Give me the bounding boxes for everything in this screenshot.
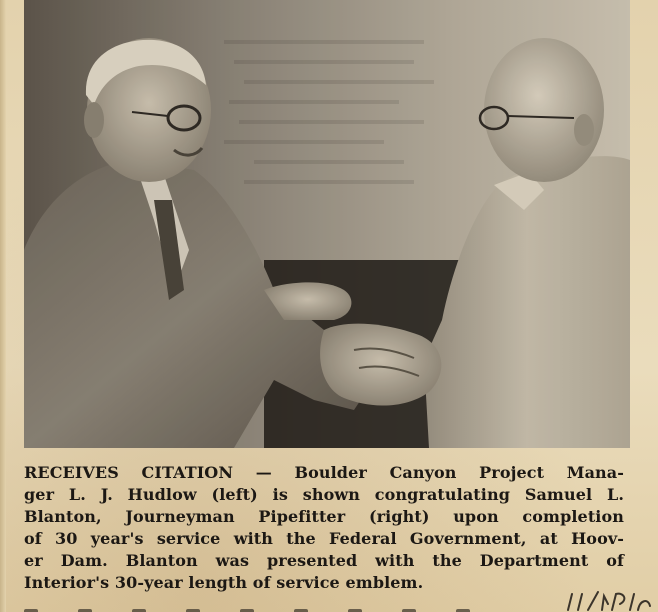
photo-caption (24, 462, 624, 594)
next-article-fragment (24, 600, 544, 612)
caption-line-2: ger L. J. Hudlow (left) is shown congratulating Samuel L. (24, 485, 624, 504)
caption-line-4: of 30 year's service with the Federal Government, at Hoov- (24, 529, 624, 548)
news-photo (24, 0, 630, 448)
caption-line-1: RECEIVES CITATION — Boulder Canyon Project Mana- (24, 463, 624, 482)
caption-headline: RECEIVES CITATION (24, 463, 234, 482)
caption-line-6: Interior's 30-year length of service emblem. (24, 573, 424, 592)
paper-edge (0, 0, 6, 612)
caption-line-3: Blanton, Journeyman Pipefitter (right) upon completion (24, 507, 624, 526)
handwritten-date-note (564, 590, 654, 612)
handshake-photo (24, 0, 630, 448)
caption-line-5: er Dam. Blanton was presented with the Department of (24, 551, 624, 570)
handwriting-mark (564, 590, 654, 612)
